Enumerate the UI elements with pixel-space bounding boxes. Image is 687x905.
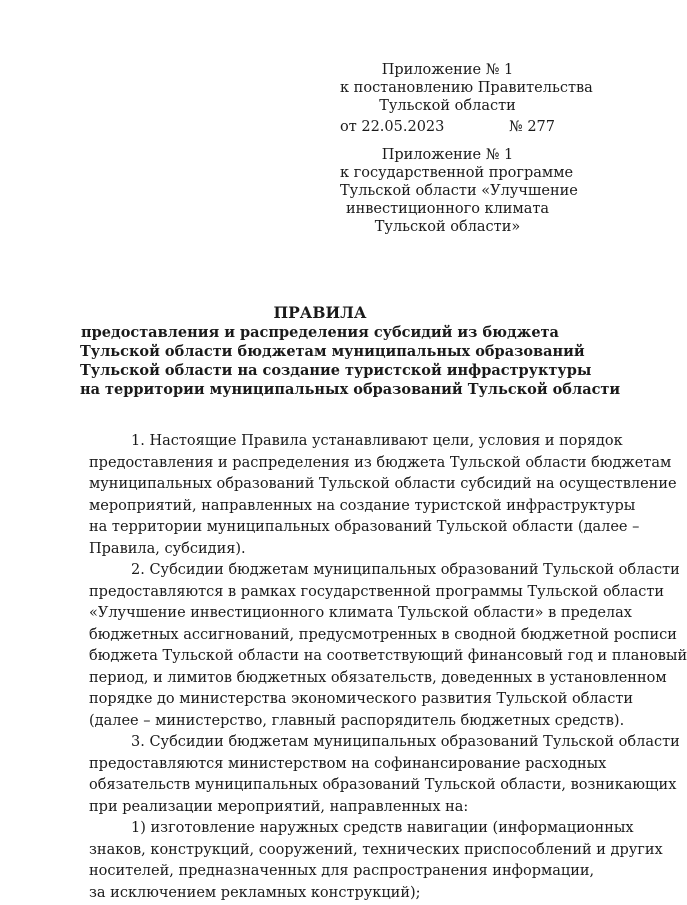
title-line: на территории муниципальных образований Тульской области	[80, 381, 621, 398]
appendix-reference: к государственной программе	[340, 165, 574, 181]
paragraph-line: муниципальных образований Тульской области субсидий на осуществление	[89, 476, 677, 492]
paragraph-line: «Улучшение инвестиционного климата Тульской области» в пределах	[89, 605, 632, 621]
paragraph-line: бюджета Тульской области на соответствующий финансовый год и плановый	[89, 648, 687, 664]
appendix-program-name: Тульской области»	[374, 219, 521, 235]
title-heading: ПРАВИЛА	[273, 303, 367, 322]
paragraph-line: предоставляются министерством на софинансирование расходных	[89, 755, 607, 772]
paragraph-line: носителей, предназначенных для распространения информации,	[89, 863, 595, 879]
paragraph-line: 3. Субсидии бюджетам муниципальных образований Тульской области	[131, 734, 680, 750]
paragraph-line: обязательств муниципальных образований Тульской области, возникающих	[89, 777, 677, 793]
appendix-reference: к постановлению Правительства	[340, 80, 593, 96]
document-title	[80, 303, 621, 399]
appendix-header-resolution	[340, 61, 593, 115]
paragraph-line: предоставляются в рамках государственной программы Тульской области	[89, 583, 665, 600]
resolution-date: от 22.05.2023	[340, 119, 445, 135]
paragraph-line: при реализации мероприятий, направленных на:	[89, 798, 469, 815]
appendix-header-program	[340, 146, 578, 236]
appendix-title: Приложение № 1	[381, 147, 514, 163]
paragraph-line: (далее – министерство, главный распорядитель бюджетных средств).	[89, 712, 625, 729]
paragraph-line: 1) изготовление наружных средств навигации (информационных	[131, 820, 634, 836]
paragraph-line: 2. Субсидии бюджетам муниципальных образований Тульской области	[131, 562, 680, 578]
paragraph-line: 1. Настоящие Правила устанавливают цели, условия и порядок	[131, 433, 623, 449]
document-body	[89, 431, 687, 904]
paragraph-line: мероприятий, направленных на создание туристской инфраструктуры	[89, 497, 636, 514]
appendix-title: Приложение № 1	[381, 62, 514, 78]
title-line: Тульской области бюджетам муниципальных образований	[80, 343, 585, 360]
paragraph-line: Правила, субсидия).	[89, 540, 246, 557]
paragraph-line: порядке до министерства экономического развития Тульской области	[89, 691, 634, 707]
appendix-program-name: Тульской области «Улучшение	[340, 183, 578, 199]
appendix-program-name: инвестиционного климата	[345, 201, 550, 217]
paragraph-line: за исключением рекламных конструкций);	[89, 884, 421, 901]
paragraph-line: на территории муниципальных образований Тульской области (далее –	[89, 519, 640, 535]
paragraph-line: бюджетных ассигнований, предусмотренных в сводной бюджетной росписи	[89, 626, 677, 643]
paragraph-line: период, и лимитов бюджетных обязательств, доведенных в установленном	[89, 669, 667, 686]
appendix-region: Тульской области	[379, 98, 516, 114]
title-line: предоставления и распределения субсидий из бюджета	[81, 324, 559, 341]
paragraph-line: знаков, конструкций, сооружений, технических приспособлений и других	[89, 841, 663, 858]
paragraph-line: предоставления и распределения из бюджета Тульской области бюджетам	[89, 454, 672, 471]
title-line: Тульской области на создание туристской инфраструктуры	[80, 362, 592, 379]
resolution-number: № 277	[508, 119, 555, 135]
